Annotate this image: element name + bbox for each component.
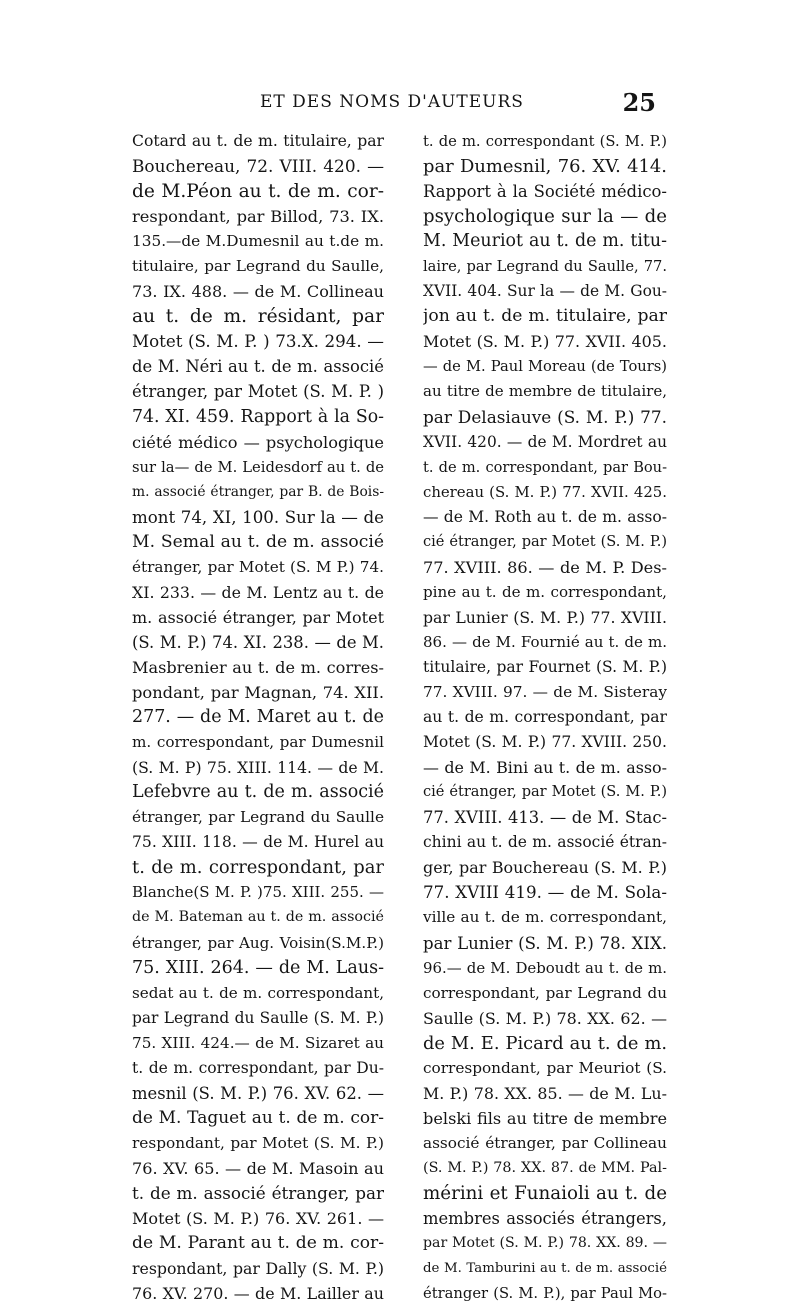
text-line: cié étranger, par Motet (S. M. P.) bbox=[423, 533, 667, 550]
text-line: 77. XVIII. 97. — de M. Sisteray bbox=[423, 683, 667, 702]
text-line: Blanche(S M. P. )75. XIII. 255. — bbox=[132, 883, 384, 902]
text-line: étranger, par Legrand du Saulle bbox=[132, 808, 384, 827]
text-line: laire, par Legrand du Saulle, 77. bbox=[423, 258, 667, 276]
right-column bbox=[423, 129, 667, 1306]
text-line: Bouchereau, 72. VIII. 420. — bbox=[132, 156, 384, 177]
text-line: par Dumesnil, 76. XV. 414. bbox=[423, 156, 667, 178]
text-line: étranger, par Motet (S. M. P. ) bbox=[132, 382, 384, 402]
text-line: correspondant, par Meuriot (S. bbox=[423, 1058, 667, 1077]
text-line: membres associés étrangers, bbox=[423, 1209, 667, 1229]
text-line: de M. Néri au t. de m. associé bbox=[132, 357, 384, 377]
text-line: étranger, par Aug. Voisin(S.M.P.) bbox=[132, 933, 384, 952]
text-line: 76. XV. 270. — de M. Lailler au bbox=[132, 1284, 384, 1304]
text-line: cié étranger, par Motet (S. M. P.) bbox=[423, 784, 667, 801]
text-line: de M. Parant au t. de m. cor- bbox=[132, 1233, 384, 1254]
text-line: 76. XV. 65. — de M. Masoin au bbox=[132, 1158, 384, 1178]
text-line: Motet (S. M. P.) 77. XVII. 405. bbox=[423, 332, 667, 352]
text-line: t. de m. correspondant, par bbox=[132, 857, 384, 879]
text-line: Masbrenier au t. de m. corres- bbox=[132, 657, 384, 677]
text-line: ger, par Bouchereau (S. M. P.) bbox=[423, 858, 667, 878]
text-line: Motet (S. M. P.) 76. XV. 261. — bbox=[132, 1209, 384, 1229]
text-line: M. Meuriot au t. de m. titu- bbox=[423, 231, 667, 252]
text-line: 77. XVIII. 413. — de M. Stac- bbox=[423, 808, 667, 828]
text-line: associé étranger, par Collineau bbox=[423, 1133, 667, 1152]
text-line: par Lunier (S. M. P.) 78. XIX. bbox=[423, 933, 667, 953]
text-line: M. P.) 78. XX. 85. — de M. Lu- bbox=[423, 1083, 667, 1103]
text-line: ville au t. de m. correspondant, bbox=[423, 908, 667, 927]
text-line: au t. de m. résidant, par bbox=[132, 306, 384, 328]
text-line: m. associé étranger, par Motet bbox=[132, 607, 384, 627]
text-line: jon au t. de m. titulaire, par bbox=[423, 306, 667, 327]
text-line: chereau (S. M. P.) 77. XVII. 425. bbox=[423, 482, 667, 501]
text-line: 73. IX. 488. — de M. Collineau bbox=[132, 282, 384, 302]
text-line: 75. XIII. 424.— de M. Sizaret au bbox=[132, 1033, 384, 1052]
text-line: par Delasiauve (S. M. P.) 77. bbox=[423, 406, 667, 427]
text-line: t. de m. associé étranger, par bbox=[132, 1182, 384, 1203]
left-column bbox=[132, 129, 384, 1306]
text-line: de M. Taguet au t. de m. cor- bbox=[132, 1107, 384, 1128]
text-line: 74. XI. 459. Rapport à la So- bbox=[132, 406, 384, 427]
text-line: 77. XVIII. 86. — de M. P. Des- bbox=[423, 557, 667, 577]
text-line: mesnil (S. M. P.) 76. XV. 62. — bbox=[132, 1083, 384, 1103]
text-line: de M. Tamburini au t. de m. associé bbox=[423, 1261, 667, 1277]
page-header bbox=[128, 88, 656, 118]
text-line: pondant, par Magnan, 74. XII. bbox=[132, 683, 384, 703]
text-line: étranger, par Motet (S. M P.) 74. bbox=[132, 557, 384, 576]
text-line: XI. 233. — de M. Lentz au t. de bbox=[132, 582, 384, 602]
text-line: chini au t. de m. associé étran- bbox=[423, 833, 667, 852]
page-number: 25 bbox=[622, 88, 656, 117]
text-line: 277. — de M. Maret au t. de bbox=[132, 707, 384, 728]
text-line: 75. XIII. 264. — de M. Laus- bbox=[132, 957, 384, 978]
text-line: sedat au t. de m. correspondant, bbox=[132, 983, 384, 1002]
text-line: correspondant, par Legrand du bbox=[423, 983, 667, 1002]
text-line: de M. Bateman au t. de m. associé bbox=[132, 909, 384, 926]
text-line: m. correspondant, par Dumesnil bbox=[132, 733, 384, 752]
text-line: respondant, par Billod, 73. IX. bbox=[132, 207, 384, 227]
text-line: Motet (S. M. P. ) 73.X. 294. — bbox=[132, 332, 384, 352]
text-line: titulaire, par Fournet (S. M. P.) bbox=[423, 657, 667, 676]
text-line: — de M. Paul Moreau (de Tours) bbox=[423, 358, 667, 376]
text-line: XVII. 404. Sur la — de M. Gou- bbox=[423, 282, 667, 301]
text-line: XVII. 420. — de M. Mordret au bbox=[423, 432, 667, 451]
text-line: mérini et Funaioli au t. de bbox=[423, 1182, 667, 1204]
text-line: 96.— de M. Deboudt au t. de m. bbox=[423, 958, 667, 977]
text-line: t. de m. correspondant (S. M. P.) bbox=[423, 133, 667, 150]
text-line: 77. XVIII 419. — de M. Sola- bbox=[423, 882, 667, 903]
text-line: respondant, par Motet (S. M. P.) bbox=[132, 1133, 384, 1152]
text-line: (S. M. P.) 74. XI. 238. — de M. bbox=[132, 632, 384, 652]
text-line: au t. de m. correspondant, par bbox=[423, 708, 667, 727]
text-line: — de M. Roth au t. de m. asso- bbox=[423, 507, 667, 526]
text-line: 86. — de M. Fournié au t. de m. bbox=[423, 632, 667, 651]
text-line: Motet (S. M. P.) 77. XVIII. 250. bbox=[423, 733, 667, 752]
text-line: mont 74, XI, 100. Sur la — de bbox=[132, 507, 384, 527]
text-line: par Legrand du Saulle (S. M. P.) bbox=[132, 1008, 384, 1027]
running-title: ET DES NOMS D'AUTEURS bbox=[260, 92, 524, 112]
text-line: pine au t. de m. correspondant, bbox=[423, 582, 667, 601]
text-line: au titre de membre de titulaire, bbox=[423, 382, 667, 401]
text-line: par Lunier (S. M. P.) 77. XVIII. bbox=[423, 607, 667, 627]
text-line: psychologique sur la — de bbox=[423, 206, 667, 228]
text-line: (S. M. P) 75. XIII. 114. — de M. bbox=[132, 758, 384, 778]
text-line: Saulle (S. M. P.) 78. XX. 62. — bbox=[423, 1008, 667, 1028]
text-line: sur la— de M. Leidesdorf au t. de bbox=[132, 458, 384, 476]
text-line: (S. M. P.) 78. XX. 87. de MM. Pal- bbox=[423, 1159, 667, 1176]
text-line: M. Semal au t. de m. associé bbox=[132, 531, 384, 552]
text-line: belski fils au titre de membre bbox=[423, 1108, 667, 1128]
text-line: m. associé étranger, par B. de Bois- bbox=[132, 483, 384, 500]
text-line: étranger (S. M. P.), par Paul Mo- bbox=[423, 1285, 667, 1303]
text-line: t. de m. correspondant, par Bou- bbox=[423, 458, 667, 476]
text-line: t. de m. correspondant, par Du- bbox=[132, 1058, 384, 1077]
text-line: ciété médico — psychologique bbox=[132, 432, 384, 452]
text-line: — de M. Bini au t. de m. asso- bbox=[423, 758, 667, 778]
text-line: de M.Péon au t. de m. cor- bbox=[132, 181, 384, 203]
text-line: titulaire, par Legrand du Saulle, bbox=[132, 257, 384, 276]
text-line: de M. E. Picard au t. de m. bbox=[423, 1032, 667, 1054]
text-line: respondant, par Dally (S. M. P.) bbox=[132, 1259, 384, 1279]
text-line: Cotard au t. de m. titulaire, par bbox=[132, 132, 384, 150]
text-line: 75. XIII. 118. — de M. Hurel au bbox=[132, 833, 384, 852]
text-line: 135.—de M.Dumesnil au t.de m. bbox=[132, 232, 384, 251]
text-line: Lefebvre au t. de m. associé bbox=[132, 782, 384, 803]
text-line: par Motet (S. M. P.) 78. XX. 89. — bbox=[423, 1235, 667, 1252]
text-line: Rapport à la Société médico- bbox=[423, 182, 667, 202]
